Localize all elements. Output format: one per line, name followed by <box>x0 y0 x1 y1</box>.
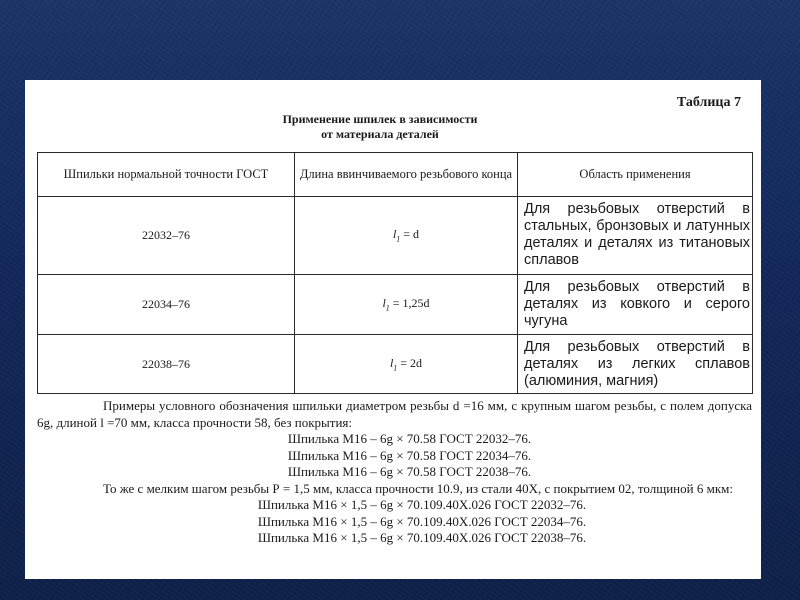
stud-application-table <box>37 152 753 394</box>
length-cell: $l_1 = 1,25d$ <box>295 275 518 335</box>
table-row <box>38 275 753 335</box>
example-line: Шпилька М16 × 1,5 – 6g × 70.109.40Х.026 ГОСТ 22038–76. <box>257 530 587 545</box>
table-caption-line-1: Применение шпилек в зависимости <box>282 112 478 126</box>
header-thread-length: Длина ввинчиваемого резьбового конца <box>295 153 518 197</box>
example-line: Шпилька М16 – 6g × 70.58 ГОСТ 22034–76. <box>287 447 532 463</box>
length-cell: $l_1 = d$ <box>295 196 518 274</box>
header-gost: Шпильки нормальной точности ГОСТ <box>38 153 295 197</box>
table-row <box>38 335 753 394</box>
examples-intro-fine: То же с мелким шагом резьбы Р = 1,5 мм, класса прочности 10.9, из стали 40Х, с покрытием 02, толщиной 6 мкм: <box>103 480 733 496</box>
application-cell: Для резьбовых отверстий в деталях из ковкого и серого чугуна <box>518 275 753 335</box>
designation-examples <box>37 398 752 547</box>
gost-cell: 22038–76 <box>38 335 295 394</box>
header-application: Область применения <box>518 153 753 197</box>
table-header-row <box>38 153 753 197</box>
example-line: Шпилька М16 – 6g × 70.58 ГОСТ 22038–76. <box>287 464 532 479</box>
application-cell: Для резьбовых отверстий в стальных, бронзовых и латунных деталях и деталях из титановых сплавов <box>518 196 753 274</box>
table-row <box>38 196 753 274</box>
table-caption-line-2: от материала деталей <box>321 127 439 141</box>
example-line: Шпилька М16 × 1,5 – 6g × 70.109.40Х.026 ГОСТ 22034–76. <box>257 513 587 529</box>
table-number: Таблица 7 <box>676 95 741 110</box>
application-cell: Для резьбовых отверстий в деталях из легких сплавов (алюминия, магния) <box>518 335 753 394</box>
gost-cell: 22032–76 <box>38 196 295 274</box>
length-cell: $l_1 = 2d$ <box>295 335 518 394</box>
document-page <box>25 80 761 579</box>
gost-cell: 22034–76 <box>38 275 295 335</box>
example-line: Шпилька М16 × 1,5 – 6g × 70.109.40Х.026 ГОСТ 22032–76. <box>257 497 587 512</box>
example-line: Шпилька М16 – 6g × 70.58 ГОСТ 22032–76. <box>287 431 532 446</box>
examples-intro-coarse: Примеры условного обозначения шпильки диаметром резьбы d =16 мм, с крупным шагом резьбы, с полем допуска 6g, длиной l =70 мм, класса прочности 58, без покрытия: <box>37 398 752 430</box>
